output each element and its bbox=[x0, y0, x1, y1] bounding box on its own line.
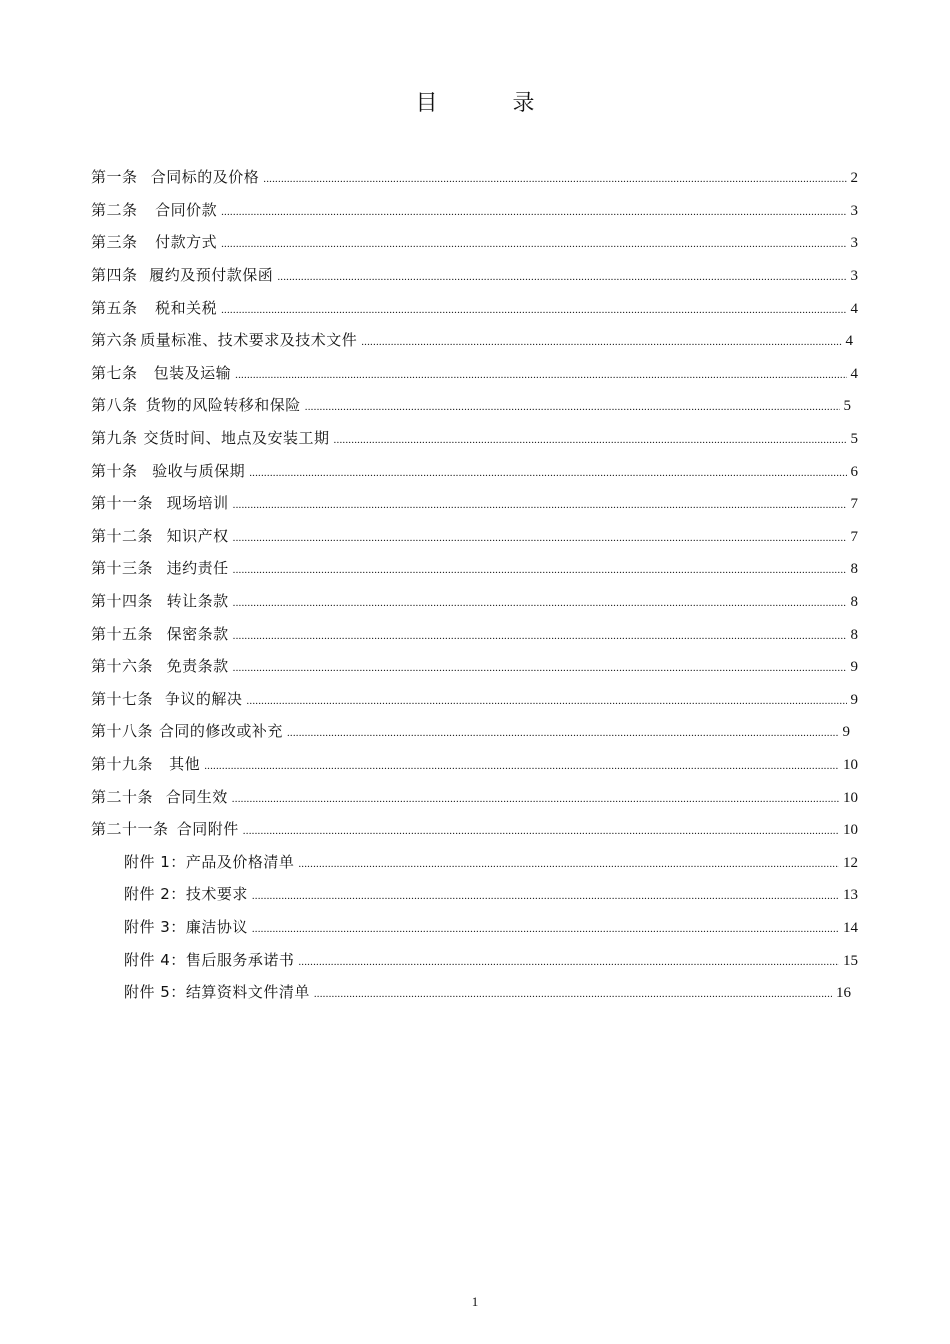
toc-entry-number: 第十七条 bbox=[91, 689, 154, 708]
toc-entry-annex-4[interactable] bbox=[0, 944, 950, 977]
toc-entry-page: 3 bbox=[850, 235, 858, 252]
toc-entry-number: 第七条 bbox=[91, 363, 138, 382]
toc-entry-article-14[interactable] bbox=[0, 586, 950, 619]
toc-leader-dots bbox=[252, 887, 839, 905]
toc-entry-page: 9 bbox=[850, 659, 858, 676]
toc-leader-dots bbox=[243, 822, 839, 840]
toc-entry-title: 保密条款 bbox=[166, 624, 229, 643]
toc-entry-article-10[interactable] bbox=[0, 455, 950, 488]
toc-leader-dots bbox=[233, 627, 847, 645]
toc-leader-dots bbox=[334, 431, 847, 449]
toc-leader-dots bbox=[246, 692, 846, 710]
toc-entry-title: 合同附件 bbox=[176, 820, 239, 839]
toc-entry-annex-3[interactable] bbox=[0, 912, 950, 945]
toc-entry-page: 3 bbox=[850, 268, 858, 285]
toc-entry-page: 4 bbox=[850, 300, 858, 317]
toc-leader-dots bbox=[277, 268, 846, 286]
toc-entry-title: 履约及预付款保函 bbox=[149, 266, 274, 285]
toc-leader-dots bbox=[252, 920, 839, 938]
toc-entry-page: 4 bbox=[850, 365, 858, 382]
toc-entry-article-20[interactable] bbox=[0, 781, 950, 814]
toc-entry-title: 货物的风险转移和保险 bbox=[145, 396, 301, 415]
toc-entry-article-21[interactable] bbox=[0, 814, 950, 847]
toc-entry-page: 16 bbox=[836, 985, 851, 1002]
toc-leader-dots bbox=[314, 985, 832, 1003]
toc-leader-dots bbox=[361, 333, 841, 351]
toc-leader-dots bbox=[204, 757, 839, 775]
toc-entry-number: 第十八条 bbox=[91, 722, 154, 741]
toc-entry-number: 第十一条 bbox=[91, 494, 154, 513]
toc-entry-article-4[interactable] bbox=[0, 260, 950, 293]
toc-entry-page: 12 bbox=[843, 854, 858, 871]
toc-entry-number: 第一条 bbox=[91, 168, 138, 187]
toc-leader-dots bbox=[298, 855, 839, 873]
toc-entry-title: 质量标准、技术要求及技术文件 bbox=[140, 331, 358, 350]
toc-entry-page: 2 bbox=[850, 170, 858, 187]
toc-entry-title: 合同生效 bbox=[165, 787, 228, 806]
toc-entry-article-17[interactable] bbox=[0, 684, 950, 717]
toc-entry-page: 13 bbox=[843, 887, 858, 904]
toc-entry-title: 知识产权 bbox=[166, 526, 229, 545]
toc-entry-number: 第十五条 bbox=[91, 624, 154, 643]
toc-leader-dots bbox=[298, 953, 839, 971]
toc-title: 目 录 bbox=[415, 91, 569, 116]
toc-entry-number: 第十六条 bbox=[91, 657, 154, 676]
toc-entry-title: 包装及运输 bbox=[153, 363, 232, 382]
toc-leader-dots bbox=[233, 561, 847, 579]
toc-leader-dots bbox=[233, 529, 847, 547]
toc-leader-dots bbox=[221, 301, 846, 319]
toc-leader-dots bbox=[263, 170, 846, 188]
toc-leader-dots bbox=[232, 790, 839, 808]
toc-leader-dots bbox=[233, 496, 847, 514]
toc-entry-title: 合同标的及价格 bbox=[150, 168, 260, 187]
toc-entry-title: 交货时间、地点及安装工期 bbox=[143, 429, 330, 448]
toc-entry-article-11[interactable] bbox=[0, 488, 950, 521]
toc-entry-article-7[interactable] bbox=[0, 358, 950, 391]
toc-entry-annex-1[interactable] bbox=[0, 846, 950, 879]
toc-entry-annex-2[interactable] bbox=[0, 879, 950, 912]
toc-entry-number: 附件 2： bbox=[124, 885, 186, 904]
toc-leader-dots bbox=[221, 203, 846, 221]
toc-entry-article-12[interactable] bbox=[0, 521, 950, 554]
toc-entry-number: 第二十条 bbox=[91, 787, 154, 806]
toc-entry-article-8[interactable] bbox=[0, 390, 950, 423]
toc-entry-page: 3 bbox=[850, 202, 858, 219]
toc-entry-article-19[interactable] bbox=[0, 749, 950, 782]
toc-entry-number: 第二条 bbox=[91, 200, 138, 219]
toc-entry-page: 6 bbox=[850, 463, 858, 480]
toc-entry-page: 15 bbox=[843, 952, 858, 969]
toc-entry-number: 第五条 bbox=[91, 298, 138, 317]
toc-entry-page: 10 bbox=[843, 822, 858, 839]
toc-entry-title: 售后服务承诺书 bbox=[185, 950, 295, 969]
toc-entry-article-5[interactable] bbox=[0, 292, 950, 325]
toc-entry-title: 现场培训 bbox=[166, 494, 229, 513]
toc-entry-page: 8 bbox=[850, 594, 858, 611]
toc-entry-page: 8 bbox=[850, 561, 858, 578]
toc-entry-title: 廉洁协议 bbox=[185, 917, 248, 936]
toc-entry-number: 第六条 bbox=[91, 331, 138, 350]
toc-entry-number: 附件 1： bbox=[124, 852, 186, 871]
toc-entry-title: 验收与质保期 bbox=[152, 461, 246, 480]
toc-entry-title: 违约责任 bbox=[166, 559, 229, 578]
toc-entry-number: 第十九条 bbox=[91, 754, 154, 773]
toc-entry-title: 合同的修改或补充 bbox=[158, 722, 283, 741]
toc-leader-dots bbox=[287, 724, 839, 742]
toc-entry-title: 付款方式 bbox=[155, 233, 218, 252]
toc-leader-dots bbox=[221, 235, 846, 253]
toc-leader-dots bbox=[233, 659, 847, 677]
toc-entry-number: 附件 5： bbox=[124, 983, 186, 1002]
toc-entry-article-6[interactable] bbox=[0, 325, 950, 358]
toc-entry-title: 结算资料文件清单 bbox=[185, 983, 310, 1002]
toc-entry-article-13[interactable] bbox=[0, 553, 950, 586]
toc-entry-page: 10 bbox=[843, 789, 858, 806]
toc-entry-number: 第二十一条 bbox=[91, 820, 169, 839]
table-of-contents bbox=[0, 162, 950, 1009]
toc-entry-article-15[interactable] bbox=[0, 618, 950, 651]
toc-entry-number: 附件 3： bbox=[124, 917, 186, 936]
toc-entry-number: 第十条 bbox=[91, 461, 138, 480]
toc-entry-title: 其他 bbox=[169, 754, 201, 773]
toc-entry-article-3[interactable] bbox=[0, 227, 950, 260]
toc-entry-title: 合同价款 bbox=[155, 200, 218, 219]
toc-entry-article-2[interactable] bbox=[0, 195, 950, 228]
toc-entry-title: 税和关税 bbox=[155, 298, 218, 317]
toc-entry-article-18[interactable] bbox=[0, 716, 950, 749]
toc-entry-page: 5 bbox=[843, 398, 851, 415]
toc-leader-dots bbox=[233, 594, 847, 612]
toc-entry-title: 转让条款 bbox=[166, 592, 229, 611]
toc-entry-page: 8 bbox=[850, 626, 858, 643]
toc-entry-page: 10 bbox=[843, 756, 858, 773]
toc-leader-dots bbox=[305, 398, 840, 416]
toc-entry-annex-5[interactable] bbox=[0, 977, 950, 1010]
toc-entry-page: 9 bbox=[842, 724, 850, 741]
toc-entry-number: 第八条 bbox=[91, 396, 138, 415]
toc-entry-article-16[interactable] bbox=[0, 651, 950, 684]
toc-entry-page: 9 bbox=[850, 691, 858, 708]
toc-entry-title: 产品及价格清单 bbox=[185, 852, 295, 871]
toc-entry-number: 第十四条 bbox=[91, 592, 154, 611]
toc-entry-title: 免责条款 bbox=[166, 657, 229, 676]
toc-entry-article-1[interactable] bbox=[0, 162, 950, 195]
toc-entry-number: 第九条 bbox=[91, 429, 138, 448]
page-number: 1 bbox=[471, 1294, 479, 1309]
toc-entry-page: 5 bbox=[850, 431, 858, 448]
toc-entry-article-9[interactable] bbox=[0, 423, 950, 456]
toc-entry-title: 争议的解决 bbox=[164, 689, 243, 708]
toc-leader-dots bbox=[235, 366, 846, 384]
toc-entry-page: 7 bbox=[850, 528, 858, 545]
toc-entry-page: 14 bbox=[843, 919, 858, 936]
toc-entry-number: 第四条 bbox=[91, 266, 138, 285]
toc-entry-title: 技术要求 bbox=[185, 885, 248, 904]
toc-entry-page: 7 bbox=[850, 496, 858, 513]
toc-entry-number: 第十三条 bbox=[91, 559, 154, 578]
toc-leader-dots bbox=[249, 464, 846, 482]
toc-entry-page: 4 bbox=[845, 333, 853, 350]
toc-entry-number: 第三条 bbox=[91, 233, 138, 252]
toc-entry-number: 附件 4： bbox=[124, 950, 186, 969]
toc-entry-number: 第十二条 bbox=[91, 526, 154, 545]
